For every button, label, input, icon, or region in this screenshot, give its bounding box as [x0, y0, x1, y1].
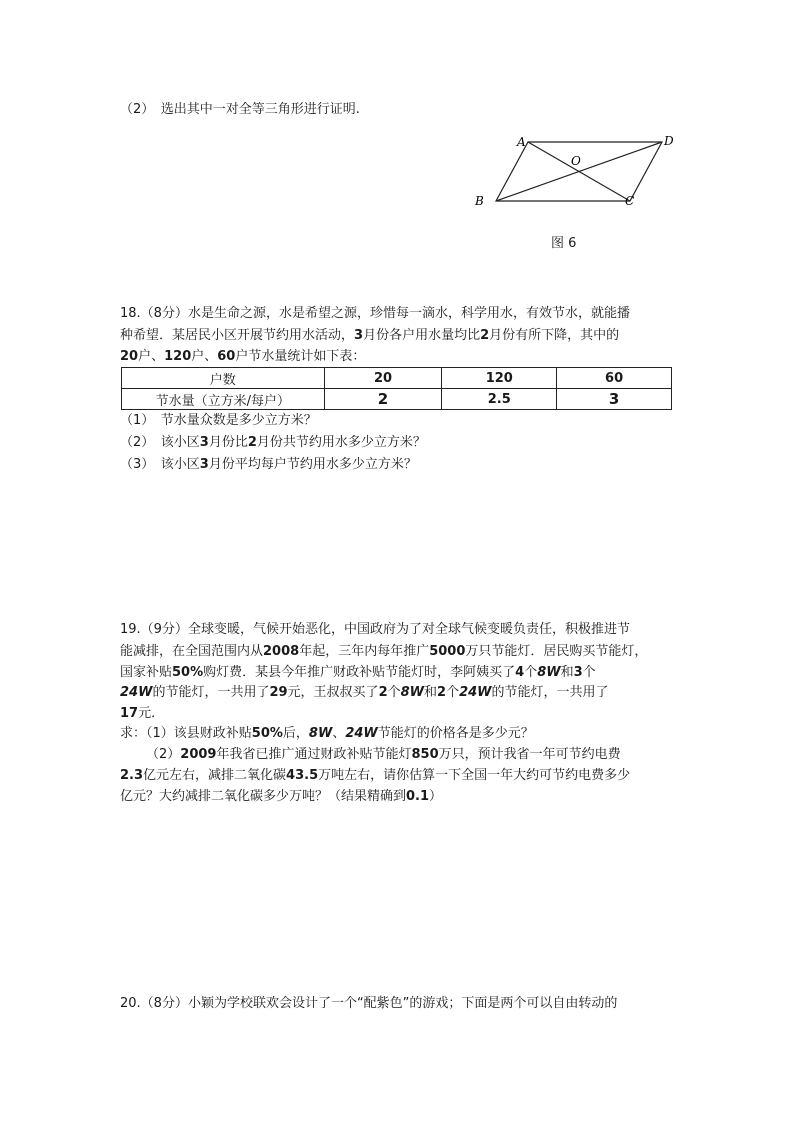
- q18-line2: 种希望．某居民小区开展节约用水活动，3月份各户用水量均比2月份有所下降，其中的: [120, 328, 620, 343]
- label-o: O: [571, 154, 581, 168]
- table-cell: 3: [557, 389, 672, 410]
- q19-line9: 亿元？大约减排二氧化碳多少万吨？（结果精确到0.1）: [120, 789, 443, 804]
- table-header-row: [122, 368, 672, 389]
- q19-line8: 2.3亿元左右，减排二氧化碳43.5万吨左右，请你估算一下全国一年大约可节约电费多少: [120, 768, 631, 783]
- table-header-cell: 户数: [122, 368, 325, 389]
- table-cell: 2.5: [442, 389, 557, 410]
- label-b: B: [475, 194, 484, 208]
- parallelogram-figure: [470, 128, 685, 218]
- q19-line6: 求：（1）该县财政补贴50%后，8W、24W节能灯的价格各是多少元？: [120, 726, 534, 741]
- q18-line3: 20户、120户、60户节水量统计如下表：: [120, 349, 366, 364]
- label-a: A: [517, 135, 526, 149]
- q19-line1: 19.（9分）全球变暖，气候开始恶化，中国政府为了对全球气候变暖负责任，积极推进节: [120, 622, 630, 637]
- q19-line3: 国家补贴50%购灯费．某县今年推广财政补贴节能灯时，李阿姨买了4个8W和3个: [120, 665, 596, 680]
- table-cell: 2: [324, 389, 442, 410]
- q18-line1: 18.（8分）水是生命之源，水是希望之源，珍惜每一滴水，科学用水，有效节水，就能播: [120, 306, 630, 321]
- label-d: D: [664, 134, 674, 148]
- table-header-cell: 60: [557, 368, 672, 389]
- q17-part2: （2） 选出其中一对全等三角形进行证明.: [120, 102, 360, 117]
- table-cell: 节水量（立方米/每户）: [122, 389, 325, 410]
- q20-line1: 20.（8分）小颖为学校联欢会设计了一个“配紫色”的游戏；下面是两个可以自由转动的: [120, 996, 618, 1011]
- water-saving-table: [121, 367, 672, 410]
- q18-sub1: （1） 节水量众数是多少立方米？: [120, 413, 317, 428]
- q18-sub2: （2） 该小区3月份比2月份共节约用水多少立方米？: [120, 435, 426, 450]
- q19-line7: （2）2009年我省已推广通过财政补贴节能灯850万只，预计我省一年可节约电费: [146, 747, 621, 762]
- diagonal-bd: [496, 142, 662, 201]
- q19-line2: 能减排，在全国范围内从2008年起，三年内每年推广5000万只节能灯．居民购买节能灯，: [120, 644, 648, 659]
- table-row: [122, 389, 672, 410]
- q19-line5: 17元．: [120, 706, 165, 721]
- table-header-cell: 20: [324, 368, 442, 389]
- q19-line4: 24W的节能灯，一共用了29元，王叔叔买了2个8W和2个24W的节能灯，一共用了: [120, 685, 609, 700]
- table-header-cell: 120: [442, 368, 557, 389]
- label-c: C: [625, 194, 635, 208]
- q18-sub3: （3） 该小区3月份平均每户节约用水多少立方米？: [120, 457, 417, 472]
- figure-caption: 图 6: [551, 236, 577, 251]
